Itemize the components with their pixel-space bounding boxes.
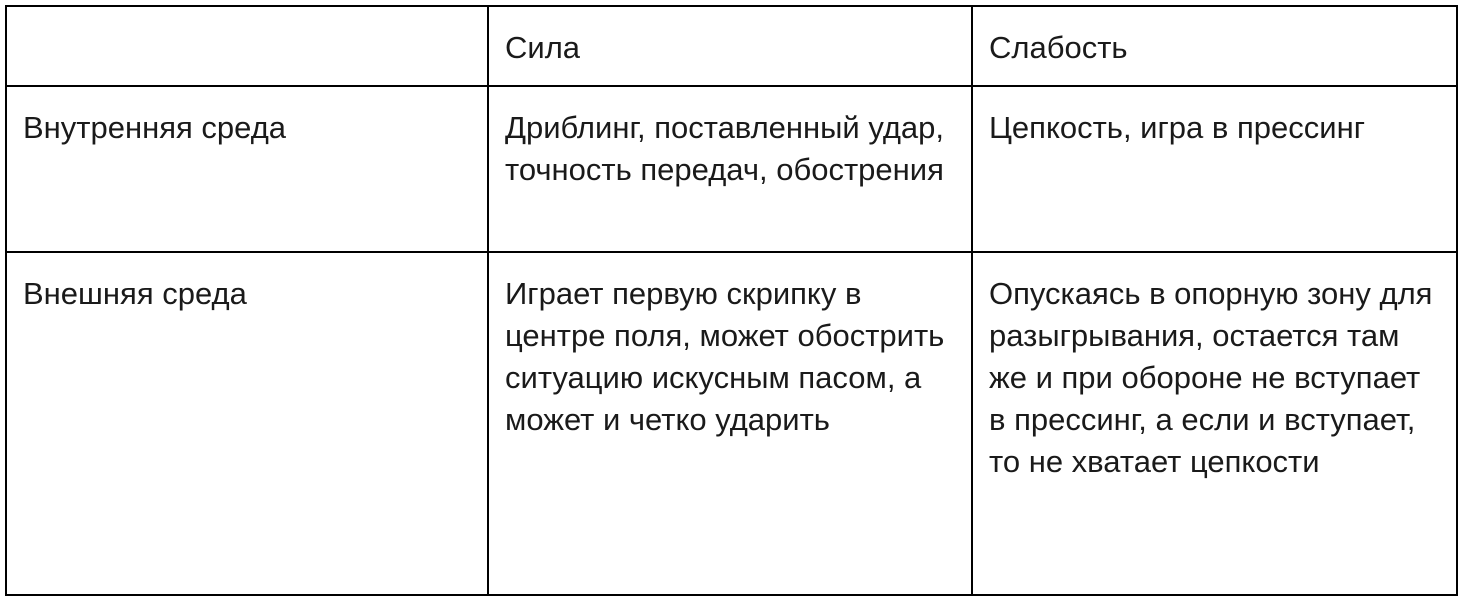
- table-header-row: [6, 6, 1457, 86]
- cell-internal-strength: Дриблинг, поставленный удар, точность передач, обострения: [488, 86, 972, 252]
- cell-external-strength: Играет первую скрипку в центре поля, может обострить ситуацию искусным пасом, а может и четко ударить: [488, 252, 972, 595]
- row-label-internal: Внутренняя среда: [6, 86, 488, 252]
- cell-internal-weakness: Цепкость, игра в прессинг: [972, 86, 1457, 252]
- row-label-external: Внешняя среда: [6, 252, 488, 595]
- table-row: [6, 252, 1457, 595]
- strength-weakness-table: [5, 5, 1458, 596]
- header-weakness-cell: Слабость: [972, 6, 1457, 86]
- header-strength-cell: Сила: [488, 6, 972, 86]
- header-empty-cell: [6, 6, 488, 86]
- cell-external-weakness: Опускаясь в опорную зону для разыгрывания, остается там же и при обороне не вступает в прессинг, а если и вступает, то не хватает цепкости: [972, 252, 1457, 595]
- table-row: [6, 86, 1457, 252]
